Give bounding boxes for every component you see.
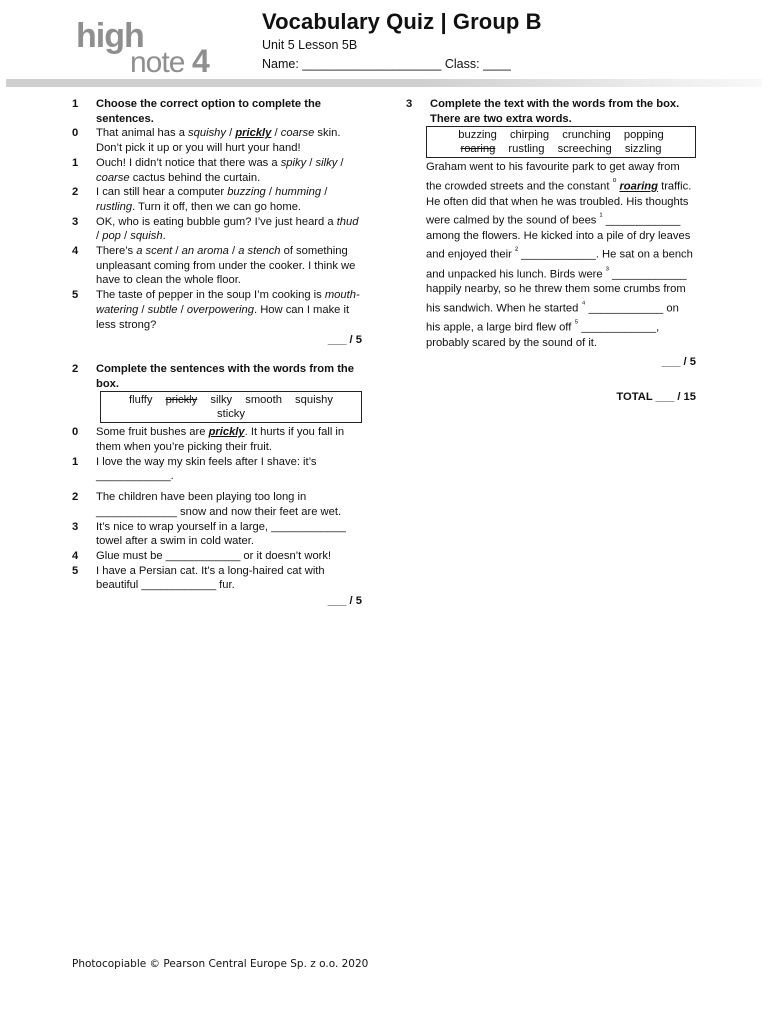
word-box-item: sizzling <box>624 143 662 156</box>
question-row <box>72 455 362 484</box>
exercise-1 <box>72 97 362 348</box>
word-box-item: sticky <box>217 408 245 421</box>
question-number: 5 <box>72 289 79 302</box>
question-row <box>72 215 362 244</box>
question-row <box>72 288 362 332</box>
word-box-item: squishy <box>295 394 333 407</box>
question-text: I can still hear a computer buzzing / humming / rustling. Turn it off, then we can go home. <box>96 186 328 213</box>
answer-blank[interactable]: ____________ <box>96 470 171 483</box>
gap-number: ² <box>514 245 519 256</box>
question-number: 2 <box>72 186 79 199</box>
question-row <box>72 156 362 185</box>
exercise-1-heading <box>72 97 362 126</box>
answer-blank[interactable]: ____________ <box>611 268 687 281</box>
gap-number: ³ <box>605 264 609 275</box>
word-box-item: crunching <box>562 129 611 142</box>
question-row <box>72 549 362 564</box>
question-number: 5 <box>72 564 79 577</box>
exercise-2 <box>72 362 362 609</box>
logo-word-high: high <box>76 17 144 55</box>
question-row <box>72 425 362 454</box>
logo-word-note: note <box>130 46 185 76</box>
answer-blank[interactable]: ____________ <box>605 214 681 227</box>
exercise-instruction: Choose the correct option to complete the sentences. <box>96 98 322 125</box>
question-text: That animal has a squishy / prickly / coarse skin. Don’t pick it up or you will hurt your hand! <box>96 127 341 155</box>
gap-number: ⁵ <box>574 318 579 329</box>
exercise-3-score: ___ / 5 <box>661 355 696 368</box>
header-bar <box>6 79 762 87</box>
word-box-item: silky <box>210 394 233 407</box>
example-answer: roaring <box>619 180 658 193</box>
question-row <box>72 520 362 549</box>
exercise-number: 1 <box>72 98 79 110</box>
question-row <box>72 490 362 519</box>
name-blank: ____________________ <box>302 57 442 71</box>
gap-number: ⁴ <box>581 298 586 309</box>
exercise-3 <box>406 97 696 369</box>
question-text: The children have been playing too long in _____________ snow and now their feet are wet. <box>96 491 342 518</box>
question-number: 3 <box>72 520 79 533</box>
question-row <box>72 126 362 155</box>
total-score: TOTAL ___ / 15 <box>616 391 696 404</box>
exercise-instruction: Complete the text with the words from the box. There are two extra words. <box>430 98 680 125</box>
question-text: Ouch! I didn’t notice that there was a spiky / silky / coarse cactus behind the curtain. <box>96 156 344 184</box>
gap-number: ⁰ <box>612 177 617 188</box>
word-box-item: fluffy <box>129 394 153 407</box>
question-text: I have a Persian cat. It’s a long-haired cat with beautiful ____________ fur. <box>96 564 325 592</box>
exercise-1-score: ___ / 5 <box>327 334 362 347</box>
exercise-3-heading <box>406 97 696 126</box>
answer-blank[interactable]: _____________ <box>96 505 177 518</box>
question-row <box>72 564 362 593</box>
gap-fill-text: Graham went to his favourite park to get away from the crowded streets and the constant $^{^0}$ roaring traffic. He often did that when he was troubled. His thoughts were calmed by the sound of bees $^{^1}$ ____________ among the flowers. He kicked into a pile of dry leaves and enjoyed their $^{^2}$ ____________. He sat on a bench and unpacked his lunch. Birds were $^{^3}$ ____________ happily nearby, so he threw them some crumbs from his sandwich. When he started $^{^4}$ ____________ on his apple, a large bird flew off $^{^5}$ ____________, probably scared by the sound of it. <box>426 161 693 349</box>
high-note-4-logo <box>76 14 226 76</box>
answer-blank[interactable]: ____________ <box>165 549 241 562</box>
question-text: Some fruit bushes are prickly. It hurts if you fall in them when you’re picking their fruit. <box>96 426 345 454</box>
word-box-item: buzzing <box>458 129 497 142</box>
footer-copyright: Photocopiable © Pearson Central Europe Sp. z o.o. 2020 <box>72 958 369 970</box>
question-number: 1 <box>72 156 79 169</box>
answer-blank[interactable]: ____________ <box>521 249 596 262</box>
page-subtitle: Unit 5 Lesson 5B <box>262 38 358 52</box>
question-text: Glue must be ____________ or it doesn’t work! <box>96 549 332 562</box>
page-title: Vocabulary Quiz | Group B <box>262 9 542 34</box>
question-number: 2 <box>72 491 79 504</box>
answer-blank[interactable]: ____________ <box>141 579 217 592</box>
word-box <box>426 126 696 158</box>
class-blank: ____ <box>483 57 511 71</box>
question-number: 1 <box>72 455 79 468</box>
exercise-number: 3 <box>406 98 413 110</box>
word-box-item: smooth <box>245 394 282 407</box>
question-text: I love the way my skin feels after I shave: it’s ____________. <box>96 455 317 483</box>
exercise-2-score: ___ / 5 <box>327 595 362 608</box>
logo-number: 4 <box>192 43 210 76</box>
word-box-item: screeching <box>557 143 612 156</box>
right-column <box>406 97 696 403</box>
question-row <box>72 244 362 288</box>
class-label: Class: <box>444 57 480 71</box>
name-label: Name: <box>262 57 299 71</box>
exercise-instruction: Complete the sentences with the words from the box. <box>96 362 354 390</box>
question-number: 4 <box>72 245 79 258</box>
name-class-line <box>262 57 511 71</box>
question-number: 0 <box>72 426 79 439</box>
exercise-2-heading <box>72 362 362 391</box>
word-box <box>100 391 362 423</box>
exercise-number: 2 <box>72 362 79 375</box>
word-box-item-used: roaring <box>460 143 496 156</box>
question-text: There’s a scent / an aroma / a stench of something unpleasant coming from under the cooker. I think we have to clean the whole floor. <box>96 245 356 287</box>
example-answer: prickly <box>235 127 272 140</box>
gap-number: ¹ <box>599 211 603 222</box>
word-box-item: chirping <box>509 129 550 142</box>
word-box-item-used: prickly <box>165 394 198 407</box>
answer-blank[interactable]: ____________ <box>581 322 657 335</box>
left-column <box>72 97 362 609</box>
question-text: The taste of pepper in the soup I’m cooking is mouth-watering / subtle / overpowering. How can I make it less strong? <box>96 289 360 331</box>
question-text: It’s nice to wrap yourself in a large, ____________ towel after a swim in cold water. <box>96 520 346 548</box>
question-number: 3 <box>72 215 79 228</box>
question-number: 4 <box>72 549 79 562</box>
answer-blank[interactable]: ____________ <box>271 520 346 533</box>
question-number: 0 <box>72 127 79 140</box>
question-text: OK, who is eating bubble gum? I’ve just heard a thud / pop / squish. <box>96 215 359 243</box>
example-answer: prickly <box>208 426 245 439</box>
question-row <box>72 185 362 214</box>
answer-blank[interactable]: ____________ <box>588 302 664 315</box>
word-box-item: popping <box>623 129 664 142</box>
word-box-item: rustling <box>508 143 545 156</box>
